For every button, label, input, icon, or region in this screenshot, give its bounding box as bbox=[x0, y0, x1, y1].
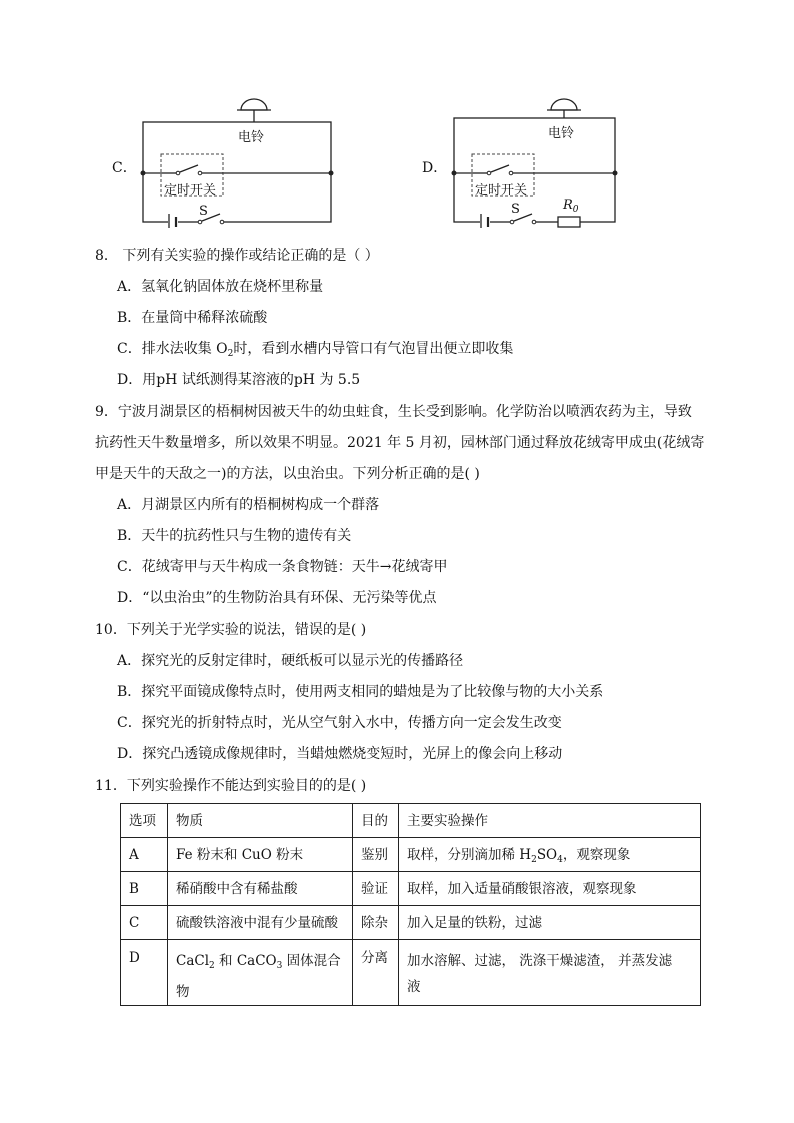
q9-stem-line1: 9．宁波月湖景区的梧桐树因被天牛的幼虫蛀食，生长受到影响。化学防治以喷洒农药为主，导致 bbox=[95, 404, 692, 420]
table-header-row bbox=[121, 804, 701, 838]
q10-option-b: B．探究平面镜成像特点时，使用两支相同的蜡烛是为了比较像与物的大小关系 bbox=[117, 684, 604, 700]
cell-substance: 硫酸铁溶液中混有少量硫酸 bbox=[168, 906, 353, 940]
cell-purpose: 分离 bbox=[353, 940, 399, 1006]
cell-operation: 加水溶解、过滤， 洗涤干燥滤渣， 并蒸发滤 液 bbox=[399, 940, 701, 1006]
table-row bbox=[121, 940, 701, 1006]
q9-stem-line2: 抗药性天牛数量增多，所以效果不明显。2021 年 5 月初，园林部门通过释放花绒寄甲成虫(花绒寄 bbox=[95, 435, 705, 451]
q8-option-d: D．用pH 试纸测得某溶液的pH 为 5.5 bbox=[117, 372, 361, 388]
q8-option-a: A．氢氧化钠固体放在烧杯里称量 bbox=[117, 279, 324, 295]
circuit-d-switch-label: S bbox=[511, 202, 520, 217]
q10-option-d: D．探究凸透镜成像规律时，当蜡烛燃烧变短时，光屏上的像会向上移动 bbox=[117, 746, 563, 762]
cell-operation: 取样，分别滴加稀 $H_2SO_4$，观察现象 bbox=[399, 838, 701, 872]
table-row bbox=[121, 872, 701, 906]
circuit-d-timer-label: 定时开关 bbox=[475, 183, 528, 198]
q8-option-b: B．在量筒中稀释浓硫酸 bbox=[117, 310, 268, 326]
q9-option-c: C．花绒寄甲与天牛构成一条食物链：天牛→花绒寄甲 bbox=[117, 559, 448, 575]
q8-option-c: C．排水法收集 $O_2$时，看到水槽内导管口有气泡冒出便立即收集 bbox=[117, 341, 514, 359]
q8-stem: 8． 下列有关实验的操作或结论正确的是（ ） bbox=[95, 248, 379, 264]
cell-option: A bbox=[121, 838, 168, 872]
q11-stem: 11．下列实验操作不能达到实验目的的是( ) bbox=[95, 778, 367, 794]
cell-purpose: 鉴别 bbox=[353, 838, 399, 872]
header-option: 选项 bbox=[121, 804, 168, 838]
q10-stem: 10．下列关于光学实验的说法，错误的是( ) bbox=[95, 622, 367, 638]
circuit-c-switch-label: S bbox=[199, 204, 208, 219]
cell-substance: Fe 粉末和 CuO 粉末 bbox=[168, 838, 353, 872]
cell-operation: 取样，加入适量硝酸银溶液，观察现象 bbox=[399, 872, 701, 906]
circuit-c-timer-label: 定时开关 bbox=[164, 183, 217, 198]
circuit-d-resistor-label: $R_0$ bbox=[563, 198, 579, 215]
circuit-d-letter: D． bbox=[422, 160, 448, 176]
cell-substance: CaCl$_2$ 和 CaCO$_3$ 固体混合 物 bbox=[168, 940, 353, 1006]
cell-purpose: 验证 bbox=[353, 872, 399, 906]
cell-purpose: 除杂 bbox=[353, 906, 399, 940]
header-substance: 物质 bbox=[168, 804, 353, 838]
q10-option-c: C．探究光的折射特点时，光从空气射入水中，传播方向一定会发生改变 bbox=[117, 715, 562, 731]
cell-operation: 加入足量的铁粉，过滤 bbox=[399, 906, 701, 940]
table-row bbox=[121, 838, 701, 872]
circuit-c-letter: C． bbox=[112, 160, 137, 176]
cell-substance: 稀硝酸中含有稀盐酸 bbox=[168, 872, 353, 906]
table-row bbox=[121, 906, 701, 940]
q9-option-b: B．天牛的抗药性只与生物的遗传有关 bbox=[117, 528, 352, 544]
q9-option-a: A．月湖景区内所有的梧桐树构成一个群落 bbox=[117, 497, 380, 513]
circuit-c-bell-label: 电铃 bbox=[238, 130, 265, 145]
cell-option: B bbox=[121, 872, 168, 906]
circuit-c-diagram bbox=[138, 96, 338, 228]
q10-option-a: A．探究光的反射定律时，硬纸板可以显示光的传播路径 bbox=[117, 653, 464, 669]
cell-option: D bbox=[121, 940, 168, 1006]
header-operation: 主要实验操作 bbox=[399, 804, 701, 838]
q9-stem-line3: 甲是天牛的天敌之一)的方法，以虫治虫。下列分析正确的是( ) bbox=[95, 466, 480, 482]
q11-table bbox=[120, 803, 701, 1006]
circuit-d-diagram bbox=[450, 96, 620, 228]
header-purpose: 目的 bbox=[353, 804, 399, 838]
cell-option: C bbox=[121, 906, 168, 940]
q9-option-d: D．“以虫治虫”的生物防治具有环保、无污染等优点 bbox=[117, 590, 437, 606]
circuit-d-bell-label: 电铃 bbox=[548, 126, 575, 141]
